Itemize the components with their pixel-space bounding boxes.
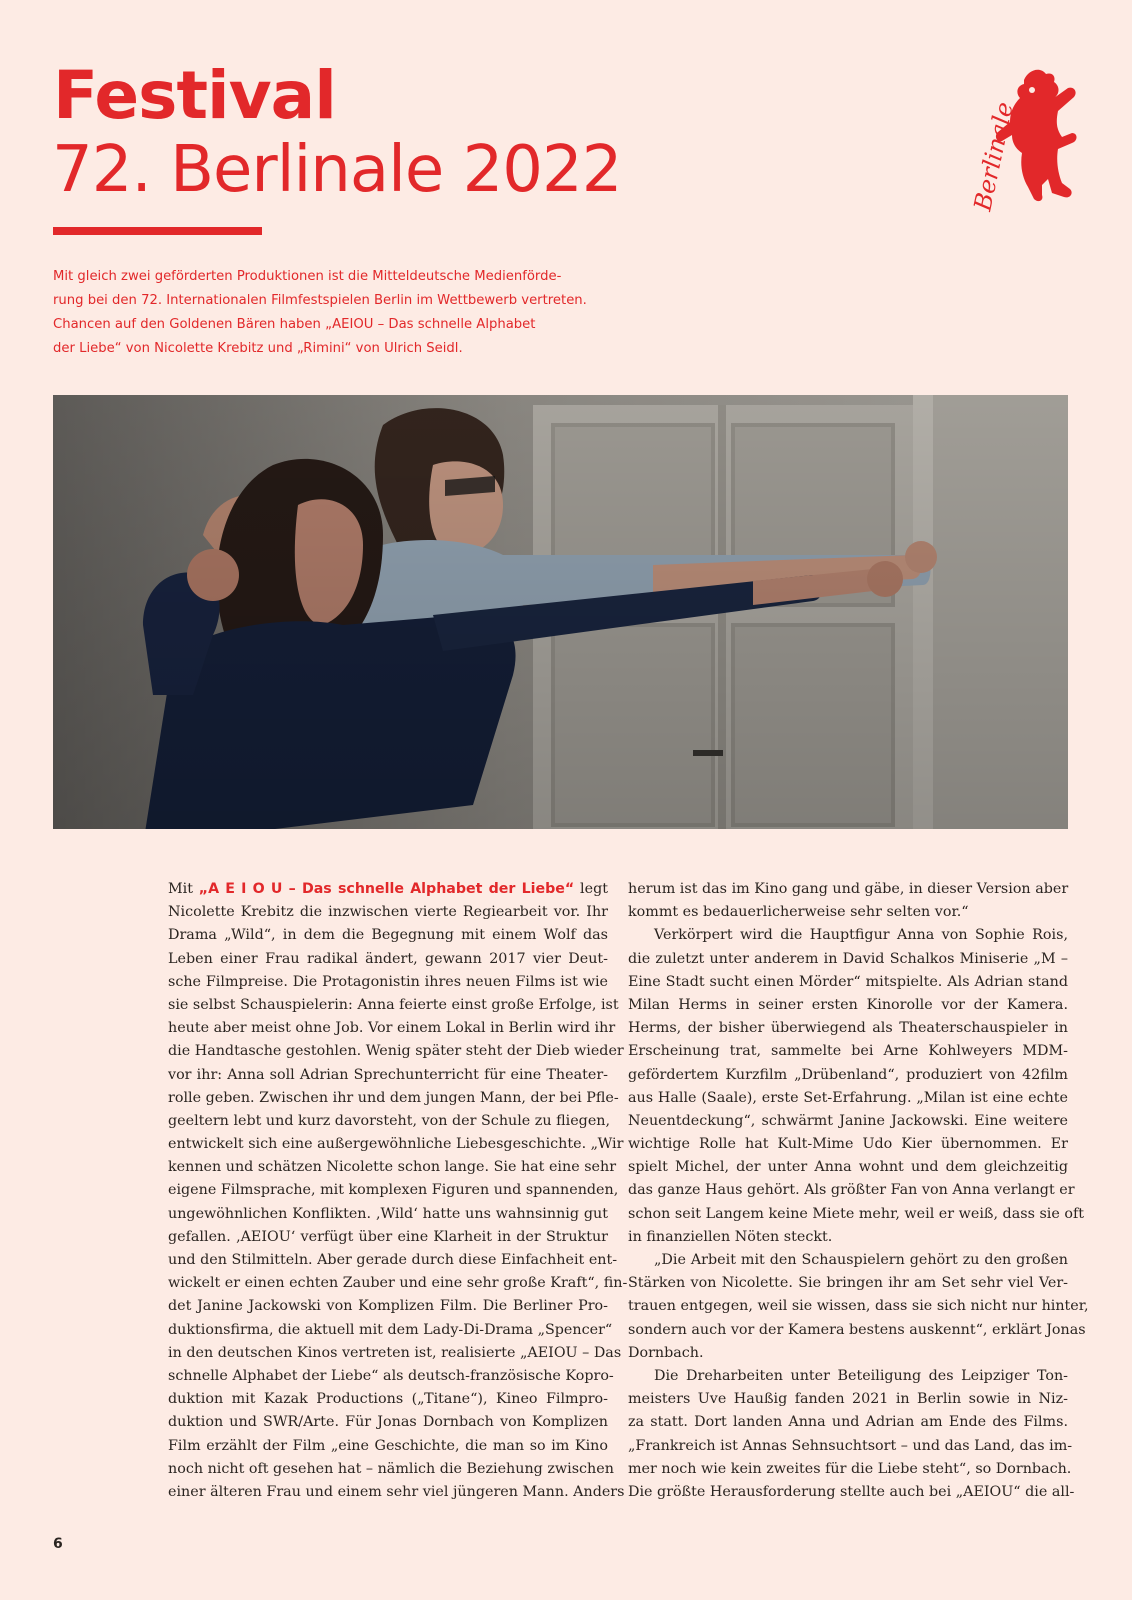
article-line: schon seit Langem keine Miete mehr, weil er weiß, dass sie oft xyxy=(628,1205,1085,1222)
article-line: sie selbst Schauspielerin: Anna feierte einst große Erfolge, ist xyxy=(168,996,619,1013)
article-line: trauen entgegen, weil sie wissen, dass sie sich nicht nur hinter, xyxy=(628,1298,1089,1315)
article-line: Nicolette Krebitz die inzwischen vierte Regiearbeit vor. Ihr xyxy=(168,904,608,921)
article-line: mer noch wie kein zweites für die Liebe steht“, so Dornbach. xyxy=(628,1460,1072,1477)
intro-line: Mit gleich zwei geförderten Produktionen ist die Mitteldeutsche Medienförde- xyxy=(53,269,562,284)
article-column-left xyxy=(168,878,628,1504)
article-line: duktion und SWR/Arte. Für Jonas Dornbach von Komplizen xyxy=(168,1414,608,1431)
article-line: in den deutschen Kinos vertreten ist, realisierte „AEIOU – Das xyxy=(168,1344,622,1361)
article-line: Verkörpert wird die Hauptfigur Anna von Sophie Rois, xyxy=(654,927,1068,944)
article-line: det Janine Jackowski von Komplizen Film. Die Berliner Pro- xyxy=(168,1298,608,1315)
article-line: entwickelt sich eine außergewöhnliche Liebesgeschichte. „Wir xyxy=(168,1136,624,1153)
berlin-bear-icon xyxy=(968,40,1084,218)
article-line: heute aber meist ohne Job. Vor einem Lokal in Berlin wird ihr xyxy=(168,1020,616,1037)
article-line: gefallen. ‚AEIOU‘ verfügt über eine Klarheit in der Struktur xyxy=(168,1228,608,1245)
article-line: herum ist das im Kino gang und gäbe, in dieser Version aber xyxy=(628,881,1069,897)
intro-paragraph xyxy=(53,265,613,361)
article-line: rolle geben. Zwischen ihr und dem jungen Mann, der bei Pfle- xyxy=(168,1089,619,1106)
article-line: duktionsfirma, die aktuell mit dem Lady-Di-Drama „Spencer“ xyxy=(168,1321,613,1338)
intro-line: der Liebe“ von Nicolette Krebitz und „Rimini“ von Ulrich Seidl. xyxy=(53,341,463,356)
article-line: Eine Stadt sucht einen Mörder“ mitspielte. Als Adrian stand xyxy=(628,973,1068,990)
berlinale-logo xyxy=(968,40,1084,218)
article-line: „Frankreich ist Annas Sehnsuchtsort – und das Land, das im- xyxy=(628,1437,1073,1454)
article-line: die Handtasche gestohlen. Wenig später steht der Dieb wieder xyxy=(168,1043,624,1060)
article-line: wickelt er einen echten Zauber und eine sehr große Kraft“, fin- xyxy=(168,1275,628,1292)
article-line: gefördertem Kurzfilm „Drübenland“, produziert von 42film xyxy=(628,1066,1068,1083)
article-line: kennen und schätzen Nicolette schon lange. Sie hat eine sehr xyxy=(168,1159,617,1176)
article-line: aus Halle (Saale), erste Set-Erfahrung. „Milan ist eine echte xyxy=(628,1089,1068,1106)
article-line: schnelle Alphabet der Liebe“ als deutsch-französische Kopro- xyxy=(168,1367,614,1384)
article-line: duktion mit Kazak Productions („Titane“), Kineo Filmpro- xyxy=(168,1391,608,1408)
article-line: vor ihr: Anna soll Adrian Sprechunterricht für eine Theater- xyxy=(168,1066,608,1083)
article-line: noch nicht oft gesehen hat – nämlich die Beziehung zwischen xyxy=(168,1460,614,1477)
article-line: „Die Arbeit mit den Schauspielern gehört zu den großen xyxy=(654,1252,1068,1268)
article-line: in finanziellen Nöten steckt. xyxy=(628,1228,833,1245)
article-line: Milan Herms in seiner ersten Kinorolle vor der Kamera. xyxy=(628,996,1068,1013)
article-line xyxy=(168,878,608,901)
article-line: za statt. Dort landen Anna und Adrian am Ende des Films. xyxy=(628,1414,1068,1431)
title-underline xyxy=(53,227,262,235)
article-line: einer älteren Frau und einem sehr viel jüngeren Mann. Anders xyxy=(168,1483,625,1500)
page-title: 72. Berlinale 2022 xyxy=(52,133,622,207)
article-line: Leben einer Frau radikal ändert, gewann 2017 vier Deut- xyxy=(168,950,608,967)
article-line: Dornbach. xyxy=(628,1344,704,1361)
article-line: Erscheinung trat, sammelte bei Arne Kohlweyers MDM- xyxy=(628,1043,1068,1060)
article-line: Herms, der bisher überwiegend als Theaterschauspieler in xyxy=(628,1020,1068,1037)
logo-wordmark: Berlinale xyxy=(968,99,1019,214)
intro-line: rung bei den 72. Internationalen Filmfestspielen Berlin im Wettbewerb vertreten. xyxy=(53,293,587,308)
article-line: das ganze Haus gehört. Als größter Fan von Anna verlangt er xyxy=(628,1182,1075,1199)
article-line: geeltern lebt und kurz davorsteht, von der Schule zu fliegen, xyxy=(168,1112,611,1129)
article-line: und den Stilmitteln. Aber gerade durch diese Einfachheit ent- xyxy=(168,1252,618,1268)
page-number: 6 xyxy=(53,1536,63,1552)
article-line: sche Filmpreise. Die Protagonistin ihres neuen Films ist wie xyxy=(168,973,608,990)
article-line: Stärken von Nicolette. Sie bringen ihr am Set sehr viel Ver- xyxy=(628,1275,1068,1292)
article-line: Die Dreharbeiten unter Beteiligung des Leipziger Ton- xyxy=(654,1367,1068,1384)
article-line: kommt es bedauerlicherweise sehr selten vor.“ xyxy=(628,904,969,921)
article-line: spielt Michel, der unter Anna wohnt und dem gleichzeitig xyxy=(628,1159,1068,1176)
film-still-image xyxy=(53,395,1068,829)
section-heading: Festival xyxy=(53,57,336,134)
headline-prefix: Mit xyxy=(168,881,199,897)
article-line: Die größte Herausforderung stellte auch bei „AEIOU“ die all- xyxy=(628,1483,1075,1500)
article-line: Film erzählt der Film „eine Geschichte, die man so im Kino xyxy=(168,1437,608,1454)
article-line: meisters Uve Haußig fanden 2021 in Berlin sowie in Niz- xyxy=(628,1391,1068,1408)
article-headline: „A E I O U – Das schnelle Alphabet der Liebe“ xyxy=(198,881,575,897)
article-line: eigene Filmsprache, mit komplexen Figuren und spannenden, xyxy=(168,1182,619,1199)
article-line: ungewöhnlichen Konflikten. ‚Wild‘ hatte uns wahnsinnig gut xyxy=(168,1205,608,1222)
headline-suffix: legt xyxy=(574,881,608,897)
article-line: die zuletzt unter anderem in David Schalkos Miniserie „M – xyxy=(628,950,1068,967)
article-line: Drama „Wild“, in dem die Begegnung mit einem Wolf das xyxy=(168,927,608,944)
article-line: wichtige Rolle hat Kult-Mime Udo Kier übernommen. Er xyxy=(628,1136,1068,1153)
intro-line: Chancen auf den Goldenen Bären haben „AEIOU – Das schnelle Alphabet xyxy=(53,317,536,332)
article-line: Neuentdeckung“, schwärmt Janine Jackowski. Eine weitere xyxy=(628,1112,1068,1129)
article-column-right xyxy=(628,878,1089,1504)
article-line: sondern auch vor der Kamera bestens auskennt“, erklärt Jonas xyxy=(628,1321,1086,1338)
